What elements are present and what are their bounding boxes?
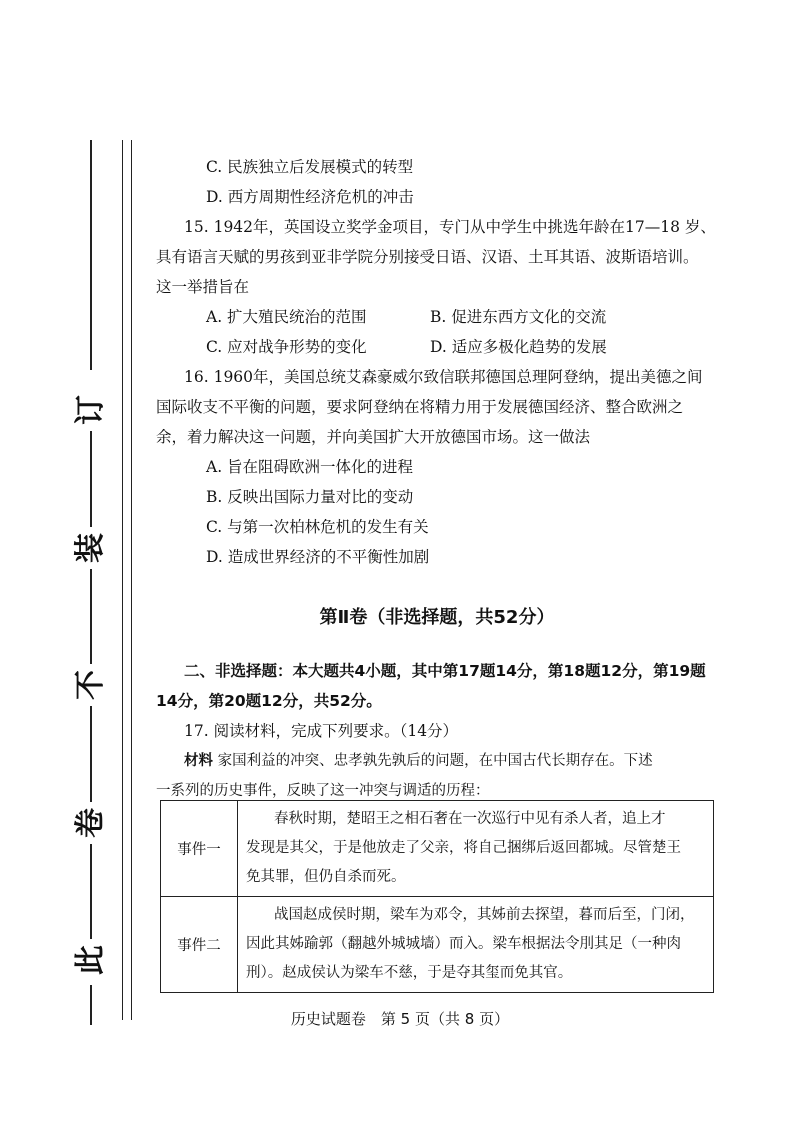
q15-options-row <box>156 332 718 362</box>
event-line: 发现是其父，于是他放走了父亲，将自己捆绑后返回都城。尽管楚王 <box>246 840 681 856</box>
q15-stem-line: 15. 1942年，英国设立奖学金项目，专门从中学生中挑选年龄在17—18 岁、 <box>184 218 716 236</box>
page-footer: 历史试题卷 第 5 页（共 8 页） <box>290 1010 510 1028</box>
section2-intro-line: 14分，第20题12分，共52分。 <box>156 692 382 710</box>
q17-material-line: 一系列的历史事件，反映了这一冲突与调适的历程： <box>156 783 490 799</box>
table-row <box>161 801 714 897</box>
q17-prompt: 17. 阅读材料，完成下列要求。（14分） <box>184 722 459 740</box>
q15-option-c: C. 应对战争形势的变化 <box>206 338 367 356</box>
binding-margin-notice <box>68 395 114 975</box>
q14-option-d: D. 西方周期性经济危机的冲击 <box>206 188 414 206</box>
event-line: 战国赵成侯时期，梁车为邓令，其姊前去探望，暮而后至，门闭， <box>274 907 695 923</box>
table-row <box>161 897 714 993</box>
q15-stem-line: 具有语言天赋的男孩到亚非学院分别接受日语、汉语、土耳其语、波斯语培训。 <box>156 248 699 266</box>
binding-line-top <box>90 140 92 370</box>
section2-intro-line: 二、非选择题：本大题共4小题，其中第17题14分，第18题12分，第19题 <box>184 662 706 680</box>
events-table <box>160 800 714 993</box>
q16-stem-line: 16. 1960年，美国总统艾森豪威尔致信联邦德国总理阿登纳，提出美德之间 <box>184 368 703 386</box>
binding-dash <box>90 706 92 802</box>
binding-char: 装 <box>73 532 108 563</box>
q16-stem-line: 国际收支不平衡的问题，要求阿登纳在将精力用于发展德国经济、整合欧洲之 <box>156 398 684 416</box>
q16-stem-line: 余，着力解决这一问题，并向美国扩大开放德国市场。这一做法 <box>156 428 591 446</box>
q16-option-a: A. 旨在阻碍欧洲一体化的进程 <box>206 458 414 476</box>
event-name: 事件一 <box>161 801 238 897</box>
event-line: 因此其姊踰郭（翻越外城城墙）而入。梁车根据法令刖其足（一种肉 <box>246 936 681 952</box>
q15-option-b: B. 促进东西方文化的交流 <box>430 308 607 326</box>
margin-rule-right <box>131 140 132 1020</box>
q15-option-a: A. 扩大殖民统治的范围 <box>206 308 367 326</box>
material-label: 材料 <box>184 753 213 769</box>
margin-rule-left <box>122 140 123 1020</box>
binding-char: 订 <box>73 395 108 425</box>
section-title: 第Ⅱ卷（非选择题，共52分） <box>319 607 555 628</box>
event-name: 事件二 <box>161 897 238 993</box>
question-list <box>156 152 718 572</box>
binding-char: 卷 <box>73 807 108 838</box>
q14-option-c: C. 民族独立后发展模式的转型 <box>206 158 414 176</box>
section2-body <box>156 656 718 806</box>
q17-material-line <box>156 746 718 776</box>
binding-dash <box>90 431 92 527</box>
event-line: 刑）。赵成侯认为梁车不慈，于是夺其玺而免其官。 <box>246 965 573 981</box>
material-text: 家国利益的冲突、忠孝孰先孰后的问题，在中国古代长期存在。下述 <box>213 753 653 769</box>
q15-stem-line: 这一举措旨在 <box>156 278 250 296</box>
binding-char: 不 <box>73 670 108 700</box>
event-line: 春秋时期，楚昭王之相石奢在一次巡行中见有杀人者，追上才 <box>274 811 666 827</box>
event-description <box>238 897 714 993</box>
binding-dash <box>90 569 92 665</box>
q16-option-c: C. 与第一次柏林危机的发生有关 <box>206 518 429 536</box>
event-description <box>238 801 714 897</box>
binding-dash <box>90 844 92 940</box>
q15-option-d: D. 适应多极化趋势的发展 <box>430 338 607 356</box>
q15-options-row <box>156 302 718 332</box>
binding-char: 此 <box>73 945 108 975</box>
q16-option-d: D. 造成世界经济的不平衡性加剧 <box>206 548 430 566</box>
q16-option-b: B. 反映出国际力量对比的变动 <box>206 488 414 506</box>
event-line: 免其罪，但仍自杀而死。 <box>246 869 406 885</box>
